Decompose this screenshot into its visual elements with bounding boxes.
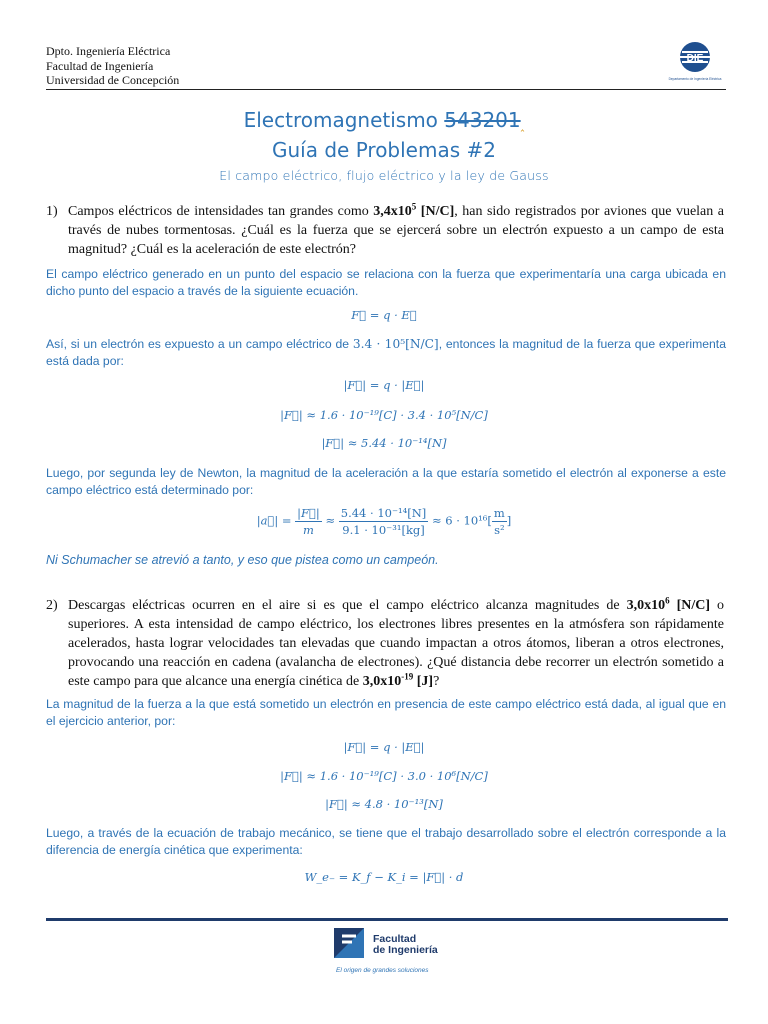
guide-title: Guía de Problemas #2	[272, 138, 496, 162]
institution-block	[46, 44, 179, 88]
equation-force-substitution: |F⃗| ≈ 1.6 · 10⁻¹⁹[C] · 3.4 · 10⁵[N/C]	[280, 408, 488, 422]
problem-number: 1)	[46, 204, 58, 219]
field-value: $3,4x10^5$ [N/C]	[373, 201, 455, 219]
problem-number: 2)	[46, 598, 58, 613]
equation-force-result: |F⃗| ≈ 5.44 · 10⁻¹⁴[N]	[321, 436, 447, 450]
equation-work-energy: W_e₋ = K_f − K_i = |F⃗| · d	[304, 870, 464, 884]
footer-rule	[46, 918, 728, 921]
equation-force-result-2: |F⃗| ≈ 4.8 · 10⁻¹³[N]	[325, 797, 443, 811]
guide-subtitle: El campo eléctrico, flujo eléctrico y la ley de Gauss	[219, 168, 549, 183]
equation-force-field: F⃗ = q · E⃗	[351, 308, 417, 322]
university-line: Universidad de Concepción	[46, 73, 180, 87]
die-logo-subtext: Departamento de Ingeniería Eléctrica	[668, 77, 722, 81]
page-header	[46, 44, 726, 94]
faculty-name: Facultad de Ingeniería	[373, 933, 438, 956]
solution-1-intro: El campo eléctrico generado en un punto del espacio se relaciona con la fuerza que experimentaría una carga ubicada en dicho punto del espacio a través de la siguiente ecuación.	[46, 267, 726, 298]
solution-1-paragraph-3: Luego, por segunda ley de Newton, la magnitud de la aceleración a la que estaría sometido el electrón al exponerse a este campo eléctrico está determinado por:	[46, 466, 726, 497]
statement-text: Campos eléctricos de intensidades tan grandes como	[68, 204, 374, 219]
header-rule	[46, 89, 726, 90]
equation-acceleration: |a⃗| = $\frac{|F⃗|}{m}$ ≈ $\frac{\text{5.44 · 10⁻¹⁴[N]}}{\text{9.1 · 10⁻³¹[kg]}}$ ≈ 6 · 10¹⁶[ $\frac{m}{\text{s²}}$ ]	[256, 506, 512, 537]
faculty-tagline: El origen de grandes soluciones	[336, 967, 429, 974]
equation-force-substitution-2: |F⃗| ≈ 1.6 · 10⁻¹⁹[C] · 3.0 · 10⁶[N/C]	[280, 769, 488, 783]
humor-note: Ni Schumacher se atrevió a tanto, y eso que pistea como un campeón.	[46, 553, 439, 567]
faculty-line: Facultad de Ingeniería	[46, 58, 154, 73]
solution-2-intro: La magnitud de la fuerza a la que está sometido un electrón en presencia de este campo eléctrico está dada, al igual que en el ejercicio anterior, por:	[46, 697, 726, 728]
statement-text: , han sido registrados por aviones que vuelan a través de nubes tormentosas. ¿Cuál es la fuerza que se ejercerá sobre un electrón expuesto a un campo de esta magnitud? ¿Cuál es la aceleración de este electrón?	[68, 204, 724, 257]
course-title	[0, 108, 768, 132]
die-logo	[666, 40, 724, 86]
solution-1-paragraph-2: Así, si un electrón es expuesto a un campo eléctrico de 3.4 · 10⁵[N/C], entonces la magnitud de la fuerza que experimenta está dada por:	[46, 337, 726, 368]
equation-force-magnitude: |F⃗| = q · |E⃗|	[343, 378, 425, 392]
problem-2-statement: 2) Descargas eléctricas ocurren en el aire si es que el campo eléctrico alcanza magnitudes de $3,0x10^6$ [N/C] o superiores. A esta intensidad de campo eléctrico, los electrones libres presentes en la atmósfera son rápidamente acelerados, hasta lograr velocidades tan elevadas que cuando impactan a otros átomos, liberan a otros electrones, provocando una reacción en cadena (avalancha de electrones). ¿Qué distancia debe recorrer un electrón sometido a este campo para que alcance una energía cinética de $3,0x10^{-19}$ [J]?	[46, 595, 725, 689]
problem-1-statement	[46, 202, 724, 259]
course-code: 543201	[444, 108, 521, 132]
insert-caret-icon: ‸	[520, 119, 525, 132]
equation-force-magnitude-2: |F⃗| = q · |E⃗|	[343, 740, 425, 754]
solution-2-paragraph-2: Luego, a través de la ecuación de trabajo mecánico, se tiene que el trabajo desarrollado sobre el electrón corresponde a la diferencia de energía cinética que experimenta:	[46, 826, 726, 857]
course-name: Electromagnetismo	[243, 108, 438, 132]
department-line: Dpto. Ingeniería Eléctrica	[46, 44, 171, 58]
die-logo-text: DIE	[686, 53, 704, 64]
